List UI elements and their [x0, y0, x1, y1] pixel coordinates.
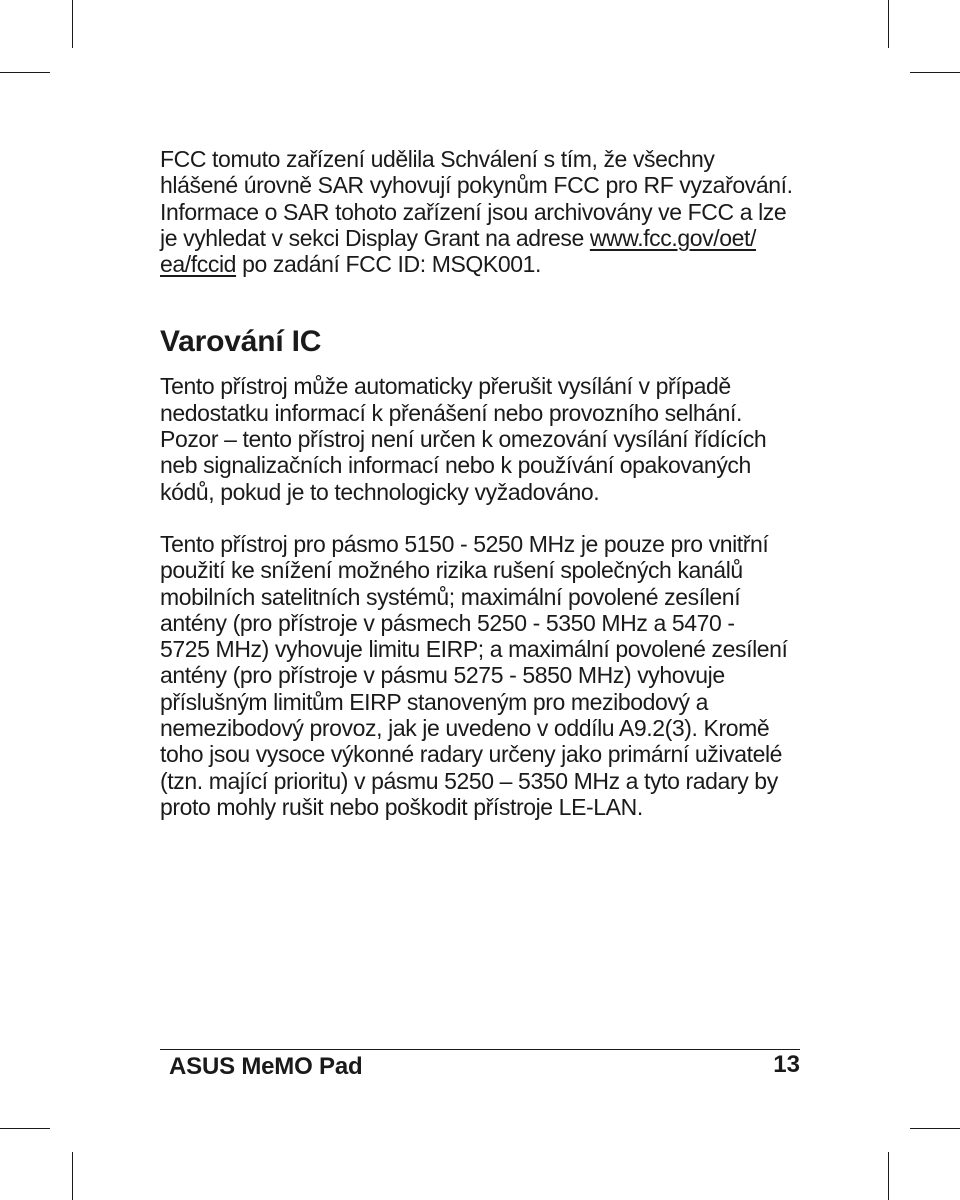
paragraph-line: Tento přístroj může automaticky přerušit vysílání v případě — [160, 373, 731, 400]
fcc-id-link-continued[interactable]: ea/fccid — [160, 251, 237, 278]
paragraph-line: Informace o SAR tohoto zařízení jsou archivovány ve FCC a lze — [160, 198, 787, 225]
crop-mark-bottom-right-vertical — [888, 1152, 889, 1200]
paragraph-line: FCC tomuto zařízení udělila Schválení s tím, že všechny — [160, 146, 715, 172]
crop-mark-top-right-horizontal — [910, 72, 960, 73]
paragraph-line: Tento přístroj pro pásmo 5150 - 5250 MHz je pouze pro vnitřní — [160, 530, 769, 557]
paragraph-line: kódů, pokud je to technologicky vyžadováno. — [160, 478, 600, 505]
paragraph-line: použití ke snížení možného rizika rušení společných kanálů — [160, 557, 743, 584]
paragraph-line: nedostatku informací k přenášení nebo provozního selhání. — [160, 399, 742, 426]
paragraph-line: příslušným limitům EIRP stanoveným pro mezibodový a — [160, 688, 708, 715]
paragraph-line: antény (pro přístroje v pásmech 5250 - 5350 MHz a 5470 - — [160, 609, 735, 636]
paragraph-line — [160, 225, 820, 251]
footer-title: ASUS MeMO Pad — [169, 1053, 363, 1080]
section-heading: Varování IC — [160, 325, 322, 359]
paragraph-line: 5725 MHz) vyhovuje limitu EIRP; a maximální povolené zesílení — [160, 636, 788, 663]
paragraph-line: proto mohly rušit nebo poškodit přístroje LE-LAN. — [160, 793, 643, 820]
paragraph-line — [160, 251, 820, 277]
crop-mark-top-left-vertical — [72, 0, 73, 48]
paragraph-line: Pozor – tento přístroj není určen k omezování vysílání řídících — [160, 426, 767, 453]
paragraph-line: nemezibodový provoz, jak je uvedeno v oddílu A9.2(3). Kromě — [160, 715, 770, 742]
ic-paragraph-2 — [160, 531, 820, 820]
paragraph-line: (tzn. mající prioritu) v pásmu 5250 – 5350 MHz a tyto radary by — [160, 767, 778, 794]
page-content — [160, 146, 820, 820]
page-number: 13 — [773, 1051, 800, 1078]
crop-mark-top-left-horizontal — [0, 72, 50, 73]
crop-mark-bottom-left-horizontal — [0, 1128, 50, 1129]
footer-divider — [160, 1049, 800, 1050]
crop-mark-bottom-right-horizontal — [910, 1128, 960, 1129]
paragraph-line: hlášené úrovně SAR vyhovují pokynům FCC pro RF vyzařování. — [160, 172, 793, 199]
crop-mark-bottom-left-vertical — [72, 1152, 73, 1200]
paragraph-line: mobilních satelitních systémů; maximální povolené zesílení — [160, 583, 741, 610]
paragraph-line: toho jsou vysoce výkonné radary určeny jako primární uživatelé — [160, 741, 783, 768]
paragraph-line: antény (pro přístroje v pásmu 5275 - 5850 MHz) vyhovuje — [160, 662, 725, 689]
ic-paragraph-1 — [160, 373, 820, 504]
fcc-paragraph — [160, 146, 820, 277]
line-text: je vyhledat v sekci Display Grant na adrese — [160, 224, 590, 251]
fcc-id-link[interactable]: www.fcc.gov/oet/ — [589, 224, 757, 251]
paragraph-line: neb signalizačních informací nebo k používání opakovaných — [160, 452, 751, 479]
crop-mark-top-right-vertical — [888, 0, 889, 48]
line-text: po zadání FCC ID: MSQK001. — [236, 251, 542, 278]
